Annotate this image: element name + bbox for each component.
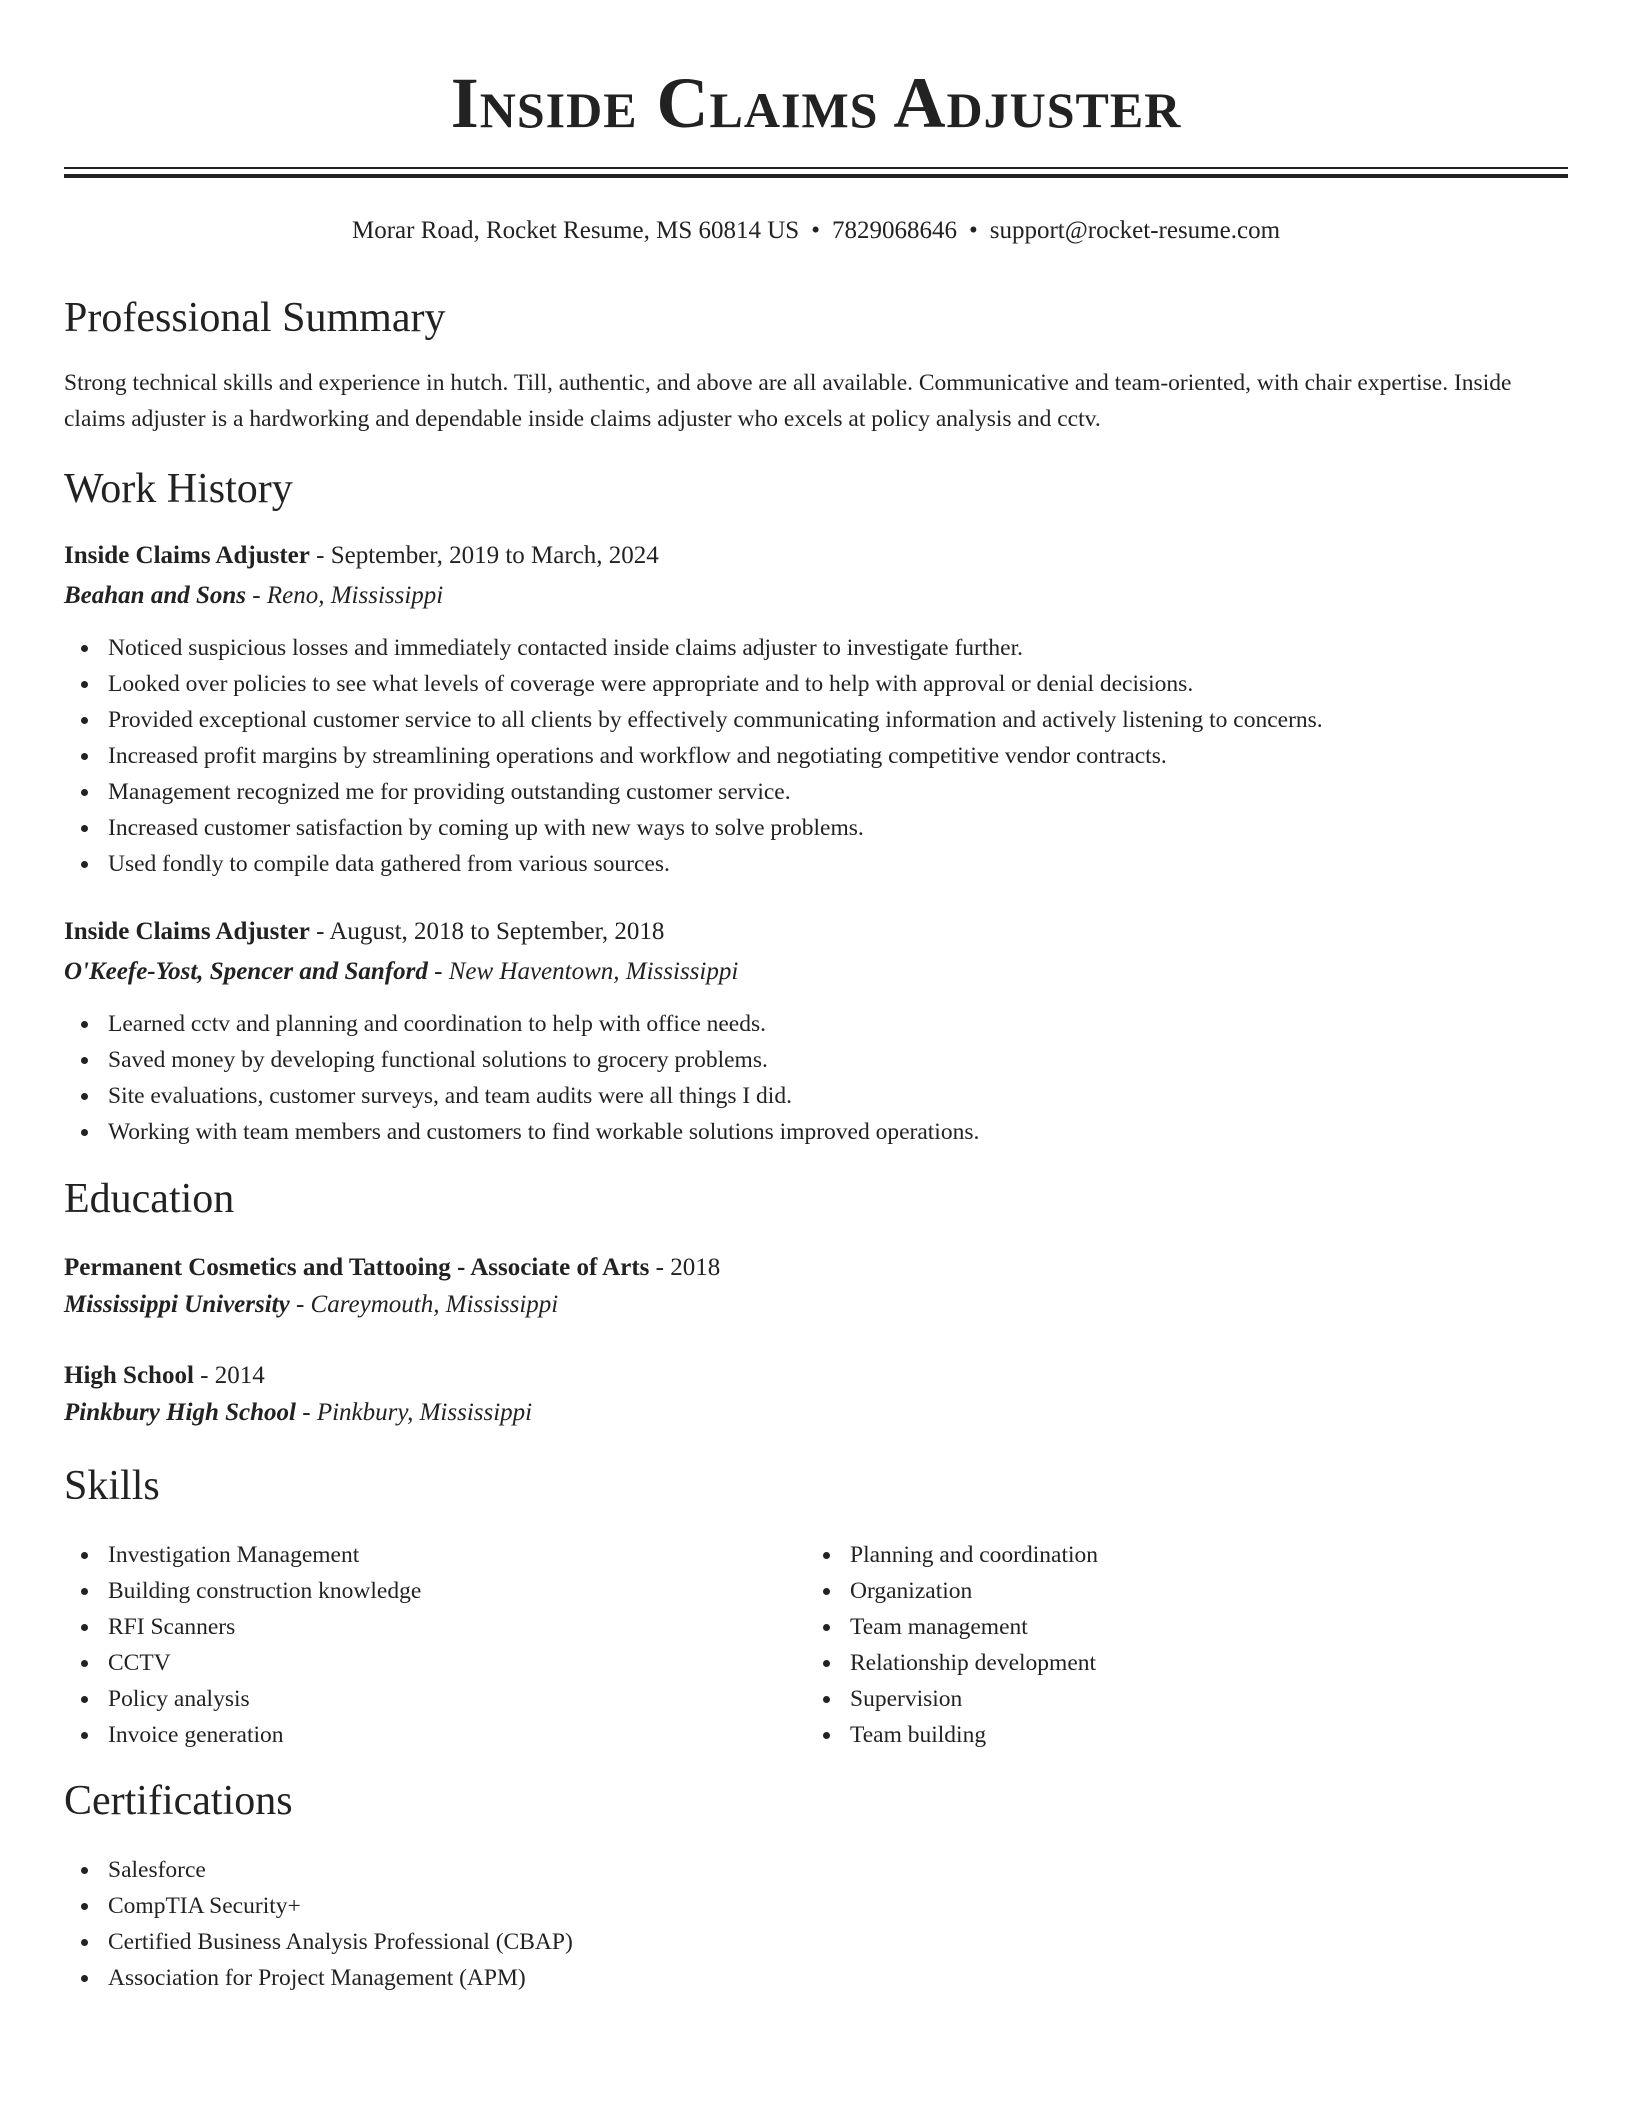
- list-item: Policy analysis: [64, 1681, 421, 1717]
- job-company-line: [64, 578, 1568, 614]
- list-item: Noticed suspicious losses and immediately contacted inside claims adjuster to investigate further.: [64, 630, 1323, 666]
- summary-text: Strong technical skills and experience in hutch. Till, authentic, and above are all available. Communicative and team-oriented, with chair expertise. Inside claims adjuster is a hardworking and dependable inside claims adjuster who excels at policy analysis and cctv.: [64, 370, 1512, 432]
- contact-phone[interactable]: 7829068646: [831, 217, 957, 244]
- list-item: Saved money by developing functional solutions to grocery problems.: [64, 1042, 979, 1078]
- education-year: - 2014: [193, 1362, 265, 1389]
- education-year: - 2018: [649, 1254, 721, 1281]
- job-title-line: [64, 914, 1568, 950]
- job-title-line: [64, 538, 1568, 574]
- education-degree: High School: [64, 1362, 194, 1389]
- job-dates: - August, 2018 to September, 2018: [309, 918, 665, 945]
- skills-list-left: [64, 1537, 421, 1753]
- list-item: Increased customer satisfaction by coming up with new ways to solve problems.: [64, 810, 1323, 846]
- education-school-line: [64, 1287, 1568, 1323]
- job-duties-list: [64, 1006, 979, 1150]
- list-item: CCTV: [64, 1645, 421, 1681]
- job-company: Beahan and Sons: [64, 582, 247, 609]
- list-item: Site evaluations, customer surveys, and team audits were all things I did.: [64, 1078, 979, 1114]
- job-company-line: [64, 954, 1568, 990]
- list-item: Working with team members and customers to find workable solutions improved operations.: [64, 1114, 979, 1150]
- job-title: Inside Claims Adjuster: [64, 542, 310, 569]
- list-item: Association for Project Management (APM): [64, 1960, 573, 1996]
- section-heading-work-history: Work History: [64, 466, 293, 512]
- job-duties-list: [64, 630, 1323, 882]
- list-item: Building construction knowledge: [64, 1573, 421, 1609]
- list-item: Management recognized me for providing outstanding customer service.: [64, 774, 1323, 810]
- section-heading-skills: Skills: [64, 1463, 160, 1509]
- list-item: Planning and coordination: [806, 1537, 1098, 1573]
- education-location: - Pinkbury, Mississippi: [296, 1399, 533, 1426]
- title-divider-thick: [64, 174, 1568, 178]
- list-item: Relationship development: [806, 1645, 1098, 1681]
- list-item: Supervision: [806, 1681, 1098, 1717]
- list-item: Team building: [806, 1717, 1098, 1753]
- title-divider-thin: [64, 167, 1568, 169]
- contact-email[interactable]: support@rocket-resume.com: [989, 217, 1281, 244]
- list-item: Increased profit margins by streamlining operations and workflow and negotiating competitive vendor contracts.: [64, 738, 1323, 774]
- contact-line: [64, 214, 1568, 248]
- contact-separator: •: [811, 217, 820, 244]
- education-school: Pinkbury High School: [64, 1399, 296, 1426]
- education-school-line: [64, 1395, 1568, 1431]
- education-school: Mississippi University: [64, 1291, 290, 1318]
- list-item: Looked over policies to see what levels of coverage were appropriate and to help with approval or denial decisions.: [64, 666, 1323, 702]
- contact-address: Morar Road, Rocket Resume, MS 60814 US: [351, 217, 800, 244]
- section-heading-education: Education: [64, 1176, 235, 1222]
- section-heading-summary: Professional Summary: [64, 295, 446, 341]
- job-location: - New Haventown, Mississippi: [427, 958, 739, 985]
- list-item: Used fondly to compile data gathered from various sources.: [64, 846, 1323, 882]
- education-degree-line: [64, 1250, 1568, 1286]
- list-item: Invoice generation: [64, 1717, 421, 1753]
- resume-title: Inside Claims Adjuster: [450, 63, 1182, 143]
- skills-list-right: [806, 1537, 1098, 1753]
- job-company: O'Keefe-Yost, Spencer and Sanford: [64, 958, 428, 985]
- list-item: Learned cctv and planning and coordination to help with office needs.: [64, 1006, 979, 1042]
- list-item: RFI Scanners: [64, 1609, 421, 1645]
- list-item: Team management: [806, 1609, 1098, 1645]
- education-location: - Careymouth, Mississippi: [289, 1291, 559, 1318]
- contact-separator: •: [968, 217, 978, 244]
- job-title: Inside Claims Adjuster: [64, 918, 310, 945]
- list-item: Organization: [806, 1573, 1098, 1609]
- job-dates: - September, 2019 to March, 2024: [309, 542, 659, 569]
- list-item: CompTIA Security+: [64, 1888, 573, 1924]
- list-item: Salesforce: [64, 1852, 573, 1888]
- list-item: Certified Business Analysis Professional (CBAP): [64, 1924, 573, 1960]
- list-item: Investigation Management: [64, 1537, 421, 1573]
- section-heading-certifications: Certifications: [64, 1778, 293, 1824]
- education-degree-line: [64, 1358, 1568, 1394]
- education-degree: Permanent Cosmetics and Tattooing - Associate of Arts: [64, 1254, 650, 1281]
- list-item: Provided exceptional customer service to all clients by effectively communicating information and actively listening to concerns.: [64, 702, 1323, 738]
- job-location: - Reno, Mississippi: [246, 582, 444, 609]
- certifications-list: [64, 1852, 573, 1996]
